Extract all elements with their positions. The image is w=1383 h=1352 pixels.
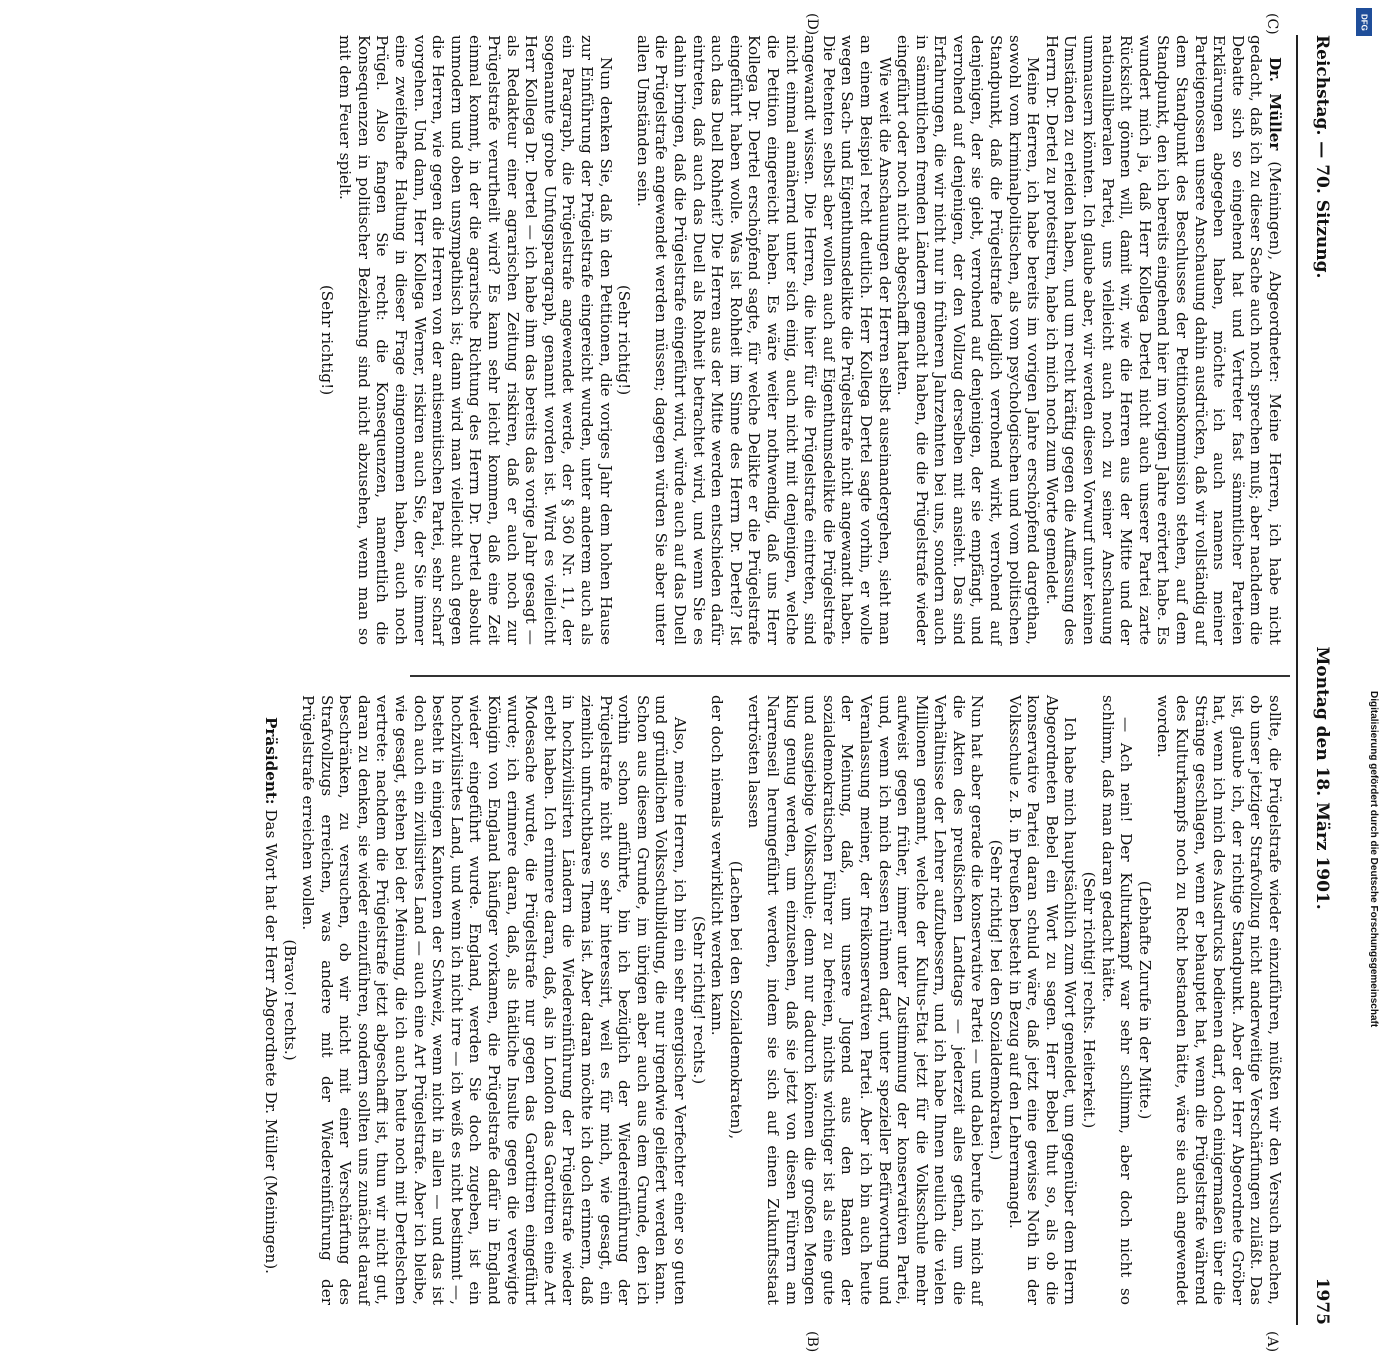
interjection [726, 695, 745, 1305]
margin-letter-b: (B) [804, 1331, 820, 1352]
paragraph-text: (Sehr richtig! rechts.) [689, 915, 708, 1085]
paragraph [633, 35, 893, 645]
margin-letter-a: (A) [1264, 1331, 1280, 1352]
paragraph-text: Das Wort hat der Herr Abgeordnete Dr. Müller (Meiningen). [261, 809, 280, 1275]
paragraph-text: (Lebhafte Zurufe in der Mitte.) [1135, 880, 1154, 1120]
margin-letter-c: (C) [1264, 13, 1280, 35]
interjection [1135, 695, 1154, 1305]
paragraph-text: (Sehr richtig! rechts. Heiterkeit.) [1080, 871, 1099, 1129]
document-page [50, 13, 1340, 1352]
interjection [689, 695, 708, 1305]
interjection [1079, 695, 1098, 1305]
text-column-right [317, 35, 1284, 645]
interjection [615, 35, 634, 645]
page-header [1304, 35, 1340, 1325]
text-column-left [261, 695, 1284, 1305]
paragraph-text: (Sehr richtig! bei den Sozialdemokraten.) [987, 839, 1006, 1161]
paragraph [708, 695, 727, 1305]
paragraph [1005, 695, 1079, 1305]
margin-letter-d: (D) [804, 13, 820, 36]
speaker-name: Dr. Müller [1266, 57, 1284, 151]
digitization-credit: Digitalisierung gefördert durch die Deutsche Forschungsgemeinschaft [1368, 690, 1379, 1027]
paragraph [299, 695, 689, 1305]
paragraph-text: (Sehr richtig!) [615, 284, 634, 396]
header-left-title: Reichstag. — 70. Sitzung. [1312, 35, 1332, 279]
header-center-title: Montag den 18. März 1901. [1312, 646, 1332, 910]
paragraph-text: Also, meine Herren, ich bin ein sehr energischer Verfechter einer so guten und gründlichen Volksschulbildung, die nur irgendwie geliefert werden kann. Schon aus diesem Grunde, im übrigen aber auch aus dem Grunde, den ich vorhin schon anführte, bin ich bezüglich der Wiedereinführung der Prügelstrafe nicht so sehr interessirt, weil es für mich, wie gesagt, ein ziemlich unfruchtbares Thema ist. Aber daran möchte ich doch erinnern, daß in hochzivilisirten Ländern die Wiedereinführung der Prügelstrafe wieder erlebt haben. Ich erinnere daran, daß, als in London das Garottiren eine Art Modesache wurde, die Prügelstrafe nur gegen das Garottiren eingeführt wurde; ich erinnere daran, daß, als thätliche Insulte gegen die verewigte Königin von England häufiger vorkamen, die Prügelstrafe dafür in England wieder eingeführt wurde. England, werden Sie doch zugeben, ist ein hochzivilisirtes Land, und wenn ich nicht irre — ich weiß es nicht bestimmt —, besteht in einigen Kantonen der Schweiz, wenn nicht in allen — und das ist doch auch ein zivilisirtes Land — auch eine Art Prügelstrafe. Aber ich bleibe, wie gesagt, stehen bei der Meinung, die ich auch heute noch mit Dertelschen vertrete: nachdem die Prügelstrafe jetzt abgeschafft ist, thun wir nicht gut, daran zu denken, sie wieder einzuführen, sondern sollten uns zunächst darauf beschränken, zu versuchen, ob wir nicht mit einer Verschärfung des Strafvollzugs erreichen, was andere mit der Wiedereinführung der Prügelstrafe erreichen wollen. [299, 695, 689, 1305]
paragraph-text: (Lachen bei den Sozialdemokraten), [726, 860, 745, 1140]
paragraph-text: Nun denken Sie, daß in den Petitionen, die voriges Jahr dem hohen Hause zur Einführung der Prügelstrafe eingereicht wurden, unter anderem auch als ein Paragraph, die Prügelstrafe angewendet werde, der § 360 Nr. 11, der sogenannte grobe Unfugsparagraph, genannt worden ist. Wird es vielleicht Herr Kollega Dr. Dertel — ich habe ihm das bereits das vorige Jahr gesagt — als Redakteur einer agrarischen Zeitung riskiren, daß er auch noch zur Prügelstrafe verurtheilt wird? Es kann sehr leicht kommen, daß eine Zeit einmal kommt, in der die agrarische Richtung des Herrn Dr. Dertel absolut unmodern und oben unsympathisch ist; dann wird man vielleicht auch gegen die Herren, wie gegen die Herren von der antisemitischen Partei, sehr scharf vorgehen. Und dann, Herr Kollega Werner, riskiren auch Sie, der Sie immer eine zweifelhafte Haltung in dieser Frage eingenommen haben, auch noch Prügel. Also fangen Sie recht: die Konsequenzen, namentlich die Konsequenzen in politischer Beziehung sind nicht abzusehen, wenn man so mit dem Feuer spielt. [336, 35, 615, 645]
interjection [317, 35, 336, 645]
paragraph [336, 35, 615, 645]
paragraph [1098, 695, 1135, 1305]
paragraph-text: (Bravo! rechts.) [280, 939, 299, 1061]
paragraph [894, 35, 1043, 645]
column-divider [410, 675, 1290, 677]
paragraph [261, 695, 280, 1305]
paragraph-text: — Ach nein! Der Kulturkampf war sehr schlimm, aber doch nicht so schlimm, daß man daran gedacht hätte. [1098, 695, 1136, 1305]
speaker-name: Präsident: [261, 717, 280, 805]
paragraph-text: (Meiningen), Abgeordneter: Meine Herren, ich habe nicht gedacht, daß ich zu dieser Sache auch noch sprechen muß; aber nachdem die Debatte sich so eingehend hat und Vertreter fast sämmtlicher Parteien Erklärungen abgegeben haben, möchte ich auch namens meiner Parteigenossen unsere Anschauung dahin ausdrücken, daß wir vollständig auf dem Standpunkt des Beschlusses der Petitionskommission stehen, auf dem Standpunkt, den ich bereits eingehend hier im vorigen Jahre erörtert habe. Es wundert mich ja, daß Herr Kollega Dertel nicht auch unserer Partei zarte Rücksicht gönnen will, damit wir, wie die Herren aus der Mitte und der nationalliberalen Partei, uns vielleicht auch noch zu seiner Anschauung ummausern könnten. Ich glaube aber, wir werden diesen Vorwurf unter keinen Umständen zu erleiden haben, und um recht kräftig gegen die Auffassung des Herrn Dr. Dertel zu protestiren, habe ich mich noch zum Worte gemeldet. [1042, 35, 1284, 646]
paragraph-text: der doch niemals verwirklicht werden kann. [708, 695, 727, 1036]
paragraph-text: Meine Herren, ich habe bereits im vorigen Jahre erschöpfend dargethan, sowohl vom kriminalpolitischen, als vom psychologischen und vom politischen Standpunkt, daß die Prügelstrafe lediglich verrohend wirkt, verrohend auf denjenigen, der sie giebt, verrohend auf denjenigen, der sie empfängt, und verrohend auf denjenigen, der den Vollzug derselben mit ansieht. Das sind Erfahrungen, die wir nicht nur in früheren Jahrzehnten bei uns, sondern auch in sämmtlichen fremden Ländern gemacht haben, die die Prügelstrafe wieder eingeführt oder noch nicht abgeschafft hatten. [894, 35, 1043, 645]
paragraph-text: Ich habe mich hauptsächlich zum Wort gemeldet, um gegenüber dem Herrn Abgeordneten Bebel ein Wort zu sagen. Herr Bebel thut so, als ob die konservative Partei daran schuld wäre, daß jetzt eine gewisse Noth in der Volksschule z. B. in Preußen besteht in Bezug auf den Lehrermangel. [1005, 695, 1080, 1305]
page-number: 1975 [1312, 1277, 1332, 1325]
paragraph-text: Wie weit die Anschauungen der Herren selbst auseinandergehen, sieht man an einem Beispiel recht deutlich. Herr Kollega Dertel sagte vorhin, er wolle wegen Sach- und Eigenthumsdelikte die Prügelstrafe nicht angewandt haben. Die Petenten selbst aber wollen auch auf Eigenthumsdelikte die Prügelstrafe angewandt wissen. Die Herren, die hier für die Prügelstrafe eintreten, sind nicht einmal annähernd unter sich einig, auch nicht mit denjenigen, welche die Petition eingereicht haben. Es wäre weiter nothwendig, daß uns Herr Kollega Dr. Dertel erschöpfend sagte, für welche Delikte er die Prügelstrafe eingeführt haben wolle. Was ist Rohheit im Sinne des Herrn Dr. Dertel? Ist auch das Duell Rohheit? Die Herren aus der Mitte werden entschieden dafür eintreten, daß auch das Duell als Rohheit betrachtet wird, und wenn Sie es dahin bringen, daß die Prügelstrafe eingeführt wird, würde auch auf das Duell die Prügelstrafe angewendet werden müssen; dagegen würden Sie aber unter allen Umständen sein. [633, 35, 894, 645]
dfg-logo: DFG [1356, 8, 1372, 36]
paragraph [745, 695, 987, 1305]
paragraph-text: sollte, die Prügelstrafe wieder einzuführen, müßten wir den Versuch machen, ob unser jetziger Strafvollzug nicht anderweitige Verschärfungen zuläßt. Das ist, glaube ich, der richtige Standpunkt. Aber der Herr Abgeordnete Gröber hat, wenn ich mich des Ausdrucks bedienen darf, doch einigermaßen über die Stränge geschlagen, wenn er behauptet hat, wenn die Prügelstrafe während des Kulturkampfs noch zu Recht bestanden hätte, wäre sie auch angewendet worden. [1154, 695, 1284, 1305]
paragraph [1154, 695, 1284, 1305]
interjection [987, 695, 1006, 1305]
header-rule [1296, 35, 1298, 1325]
paragraph-text: (Sehr richtig!) [317, 284, 336, 396]
paragraph [1042, 35, 1284, 645]
paragraph-text: Nun hat aber gerade die konservative Partei — und dabei berufe ich mich auf die Akten des preußischen Landtags — jederzeit alles gethan, um die Verhältnisse der Lehrer aufzubessern, und ich habe Ihnen neulich die vielen Millionen genannt, welche der Kultus-Etat jetzt für die Volksschule mehr aufweist gegen früher, immer unter Zustimmung der konservativen Partei, und, wenn ich mich dessen rühmen darf, unter spezieller Befürwortung und Veranlassung meiner, der freikonservativen Partei. Aber ich bin auch heute der Meinung, daß, um unsere Jugend aus den Banden der sozialdemokratischen Führer zu befreien, nichts wichtiger ist als eine gute und ausgiebige Volksschule; denn nur dadurch können die großen Mengen klug genug werden, um einzusehen, daß sie jetzt von diesen Führern am Narrenseil herumgeführt werden, indem sie sich auf einen Zukunftsstaat vertrösten lassen [745, 695, 987, 1305]
interjection [280, 695, 299, 1305]
